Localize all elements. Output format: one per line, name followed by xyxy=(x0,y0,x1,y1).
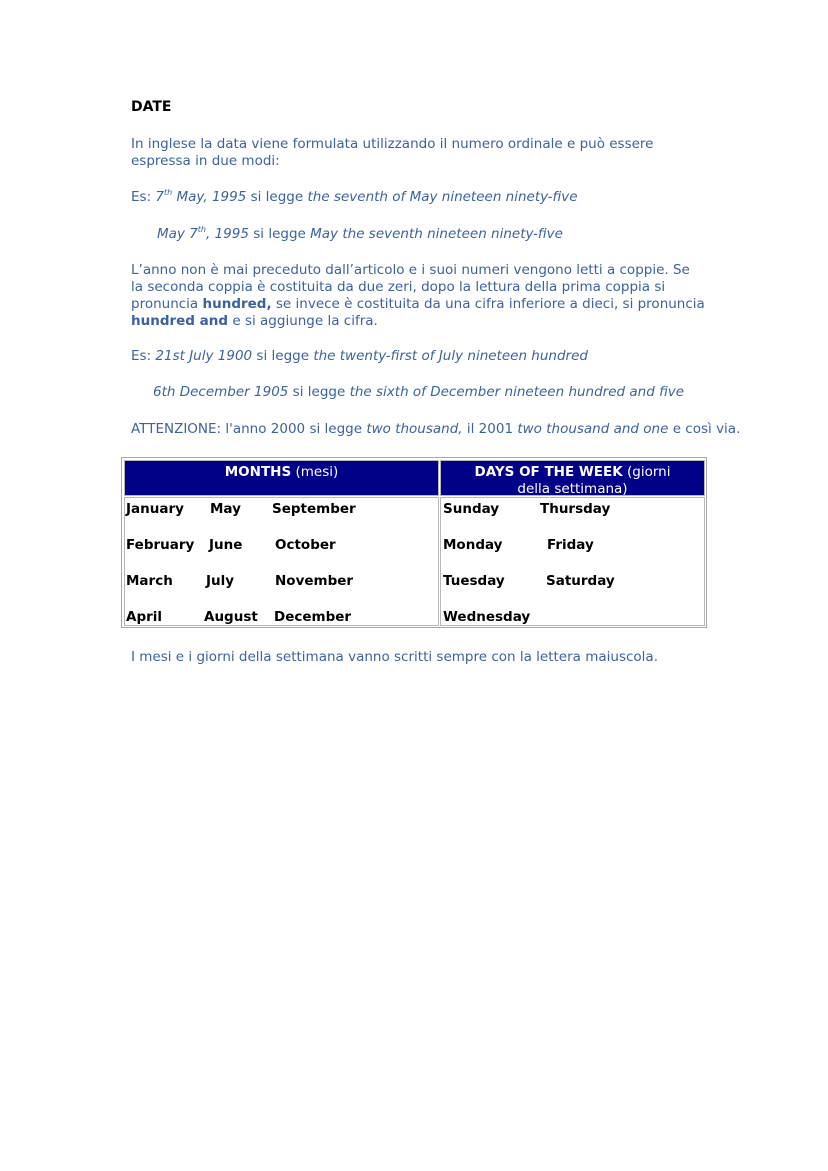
month-name: June xyxy=(209,537,243,553)
example-date xyxy=(155,189,246,205)
paragraph-text: se invece è costituita da una cifra inferiore a dieci, si pronuncia xyxy=(271,296,705,312)
example-prefix: Es: xyxy=(131,348,156,364)
month-name: July xyxy=(206,573,235,589)
attention-italic: two thousand, xyxy=(366,421,463,437)
example-date xyxy=(157,226,249,242)
attention-text: il 2001 xyxy=(462,421,518,437)
si-legge: si legge xyxy=(248,226,311,242)
month-name: December xyxy=(274,609,352,625)
example-date: 6th December 1905 xyxy=(153,384,289,400)
example-reading: May the seventh nineteen ninety-five xyxy=(310,226,563,242)
example-day: 7 xyxy=(155,189,164,205)
paragraph-bold: hundred, xyxy=(202,296,272,312)
month-name: February xyxy=(126,537,195,553)
day-name: Monday xyxy=(443,537,503,553)
month-name: November xyxy=(275,573,354,589)
intro-paragraph: In inglese la data viene formulata utilizzando il numero ordinale e può essere espressa in due modi: xyxy=(131,136,654,169)
months-body-cell xyxy=(124,497,439,626)
page-title: DATE xyxy=(131,99,172,115)
months-header-cell xyxy=(124,460,439,496)
month-name: September xyxy=(272,501,356,517)
days-header-bold: DAYS OF THE WEEK xyxy=(474,464,623,480)
example-prefix: Es: xyxy=(131,189,156,205)
day-name: Tuesday xyxy=(443,573,505,589)
example-date: 21st July 1900 xyxy=(155,348,253,364)
example-2 xyxy=(157,226,563,243)
days-header-rest: (giorni della settimana) xyxy=(517,464,671,497)
days-body-cell xyxy=(440,497,705,626)
attention-text: ATTENZIONE: l'anno 2000 si legge xyxy=(131,421,367,437)
day-name: Friday xyxy=(547,537,594,553)
month-name: May xyxy=(210,501,241,517)
example-reading: the twenty-first of July nineteen hundred xyxy=(313,348,588,364)
attention-note xyxy=(131,421,740,438)
example-reading: the seventh of May nineteen ninety-five xyxy=(307,189,578,205)
month-name: August xyxy=(204,609,258,625)
months-header-rest: (mesi) xyxy=(291,464,339,480)
attention-text: e così via. xyxy=(668,421,741,437)
days-header xyxy=(441,464,704,498)
day-name: Sunday xyxy=(443,501,500,517)
days-header-cell xyxy=(440,460,705,496)
months-days-table xyxy=(121,457,707,628)
example-4 xyxy=(153,384,684,401)
example-date-b: , 1995 xyxy=(206,226,249,242)
month-name: October xyxy=(275,537,336,553)
paragraph-bold: hundred and xyxy=(131,313,229,329)
year-rule-paragraph xyxy=(131,262,706,330)
si-legge: si legge xyxy=(246,189,308,205)
months-header-bold: MONTHS xyxy=(224,464,292,480)
ordinal-suffix: th xyxy=(164,188,173,197)
example-reading: the sixth of December nineteen hundred and five xyxy=(349,384,685,400)
ordinal-suffix: th xyxy=(197,225,207,234)
example-date-rest: May, 1995 xyxy=(172,189,247,205)
si-legge: si legge xyxy=(252,348,314,364)
example-3 xyxy=(131,348,588,365)
example-1 xyxy=(131,189,578,206)
paragraph-text: L’anno non è mai preceduto dall’articolo e i suoi numeri vengono letti a coppie. Se la seconda coppia è costituita da due zeri, dopo la lettura della prima coppia si pronuncia xyxy=(131,262,690,312)
day-name: Thursday xyxy=(540,501,611,517)
month-name: April xyxy=(126,609,163,625)
paragraph-text: e si aggiunge la cifra. xyxy=(228,313,378,329)
month-name: March xyxy=(126,573,173,589)
month-name: January xyxy=(126,501,184,517)
attention-italic: two thousand and one xyxy=(517,421,669,437)
day-name: Wednesday xyxy=(443,609,531,625)
si-legge: si legge xyxy=(288,384,350,400)
months-header xyxy=(125,464,438,481)
capitalization-note: I mesi e i giorni della settimana vanno scritti sempre con la lettera maiuscola. xyxy=(131,649,658,665)
example-date-a: May 7 xyxy=(157,226,198,242)
day-name: Saturday xyxy=(546,573,615,589)
